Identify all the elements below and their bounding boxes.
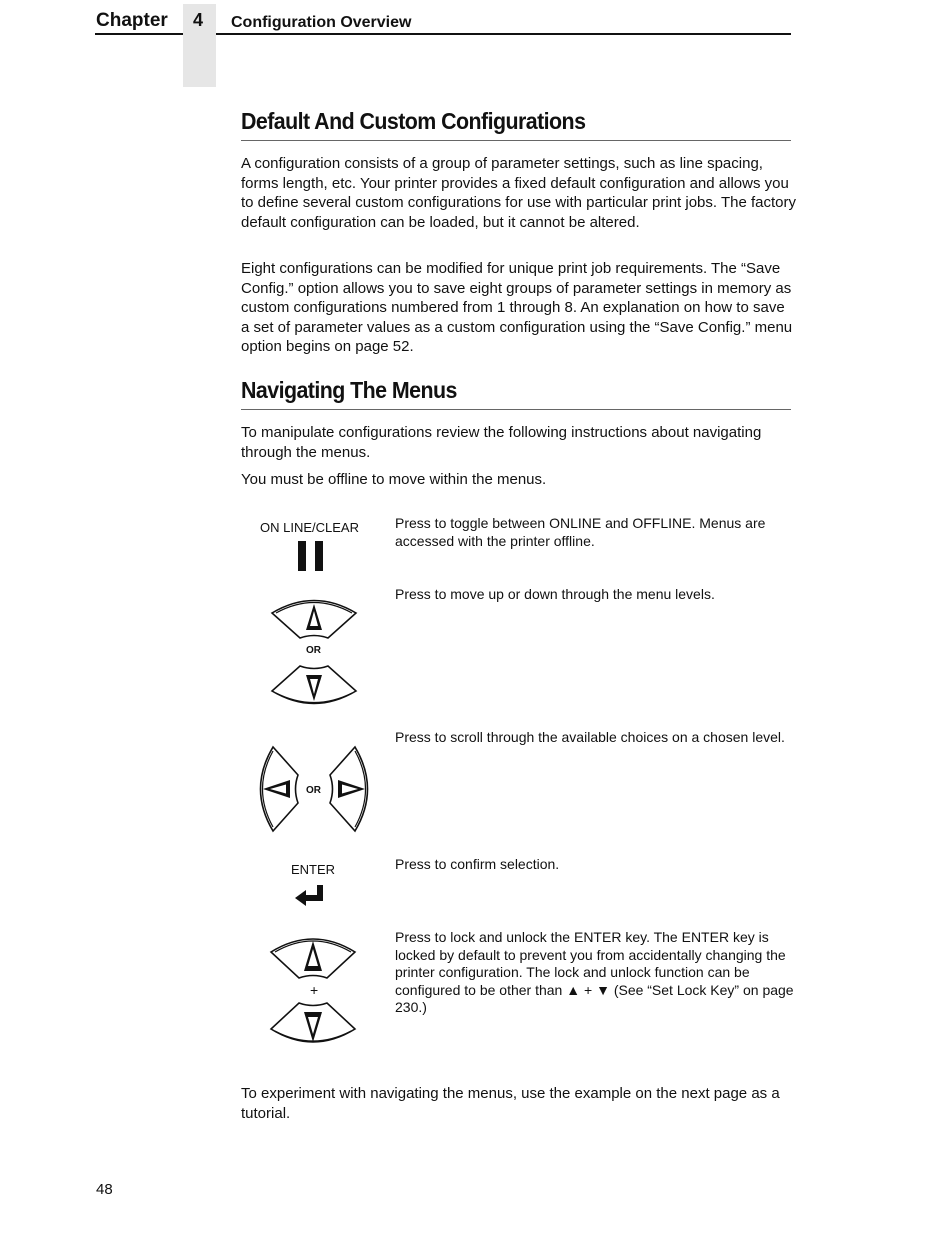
down-triangle-icon: ▼ [596,981,610,998]
or-label: OR [306,785,321,796]
right-arrow-key-icon [326,745,372,835]
lock-description-ref: (See “Set Lock Key” on page 230.) [395,981,794,1015]
paragraph: You must be offline to move within the menus. [241,471,547,488]
pause-icon [296,540,326,572]
lock-description-text: Press to lock and unlock the ENTER key. The ENTER key is locked by default to prevent you from accidentally changing the printer configuration. The lock and unlock function can be configured to be other than [395,929,786,998]
up-triangle-icon: ▲ [566,981,581,998]
or-label: OR [306,645,321,656]
plus-label: + [310,982,319,998]
leftright-description: Press to scroll through the available choices on a chosen level. [395,729,785,745]
paragraph: Eight configurations can be modified for unique print job requirements. The “Save Config.” option allows you to save eight groups of parameter settings in memory as custom configurations numbered from 1 through 8. An explanation on how to save a set of parameter values as a custom configuration using the “Save Config.” menu option begins on page 52. [241,260,793,355]
left-arrow-key-icon [256,745,302,835]
plus-sign: + [583,981,593,998]
updown-description: Press to move up or down through the menu levels. [395,586,715,602]
chapter-number: 4 [193,10,204,30]
heading-navigating: Navigating The Menus [241,377,457,403]
enter-label: ENTER [291,862,336,877]
header-rule-right [216,33,791,35]
paragraph: To manipulate configurations review the following instructions about navigating through the menus. [241,424,762,461]
enter-key-icon [294,884,326,908]
section-title: Configuration Overview [231,14,412,31]
up-arrow-key-icon [269,934,359,982]
lock-description [395,929,795,1017]
heading-rule [241,140,791,141]
header-rule-left [95,33,183,35]
online-clear-label: ON LINE/CLEAR [260,520,359,535]
chapter-label: Chapter [96,10,168,31]
page-number: 48 [96,1181,113,1198]
heading-rule [241,409,791,410]
down-arrow-key-icon [269,1001,359,1049]
online-description: Press to toggle between ONLINE and OFFLINE. Menus are accessed with the printer offline. [395,515,766,549]
heading-default-custom: Default And Custom Configurations [241,108,586,134]
paragraph: A configuration consists of a group of parameter settings, such as line spacing, forms length, etc. Your printer provides a fixed default configuration and allows you to define several custom configurations for use with particular print jobs. The factory default configuration can be loaded, but it cannot be altered. [241,155,796,231]
closing-paragraph: To experiment with navigating the menus, use the example on the next page as a tutorial. [241,1085,780,1122]
down-arrow-key-icon [270,664,360,710]
up-arrow-key-icon [270,596,360,642]
enter-description: Press to confirm selection. [395,856,560,872]
